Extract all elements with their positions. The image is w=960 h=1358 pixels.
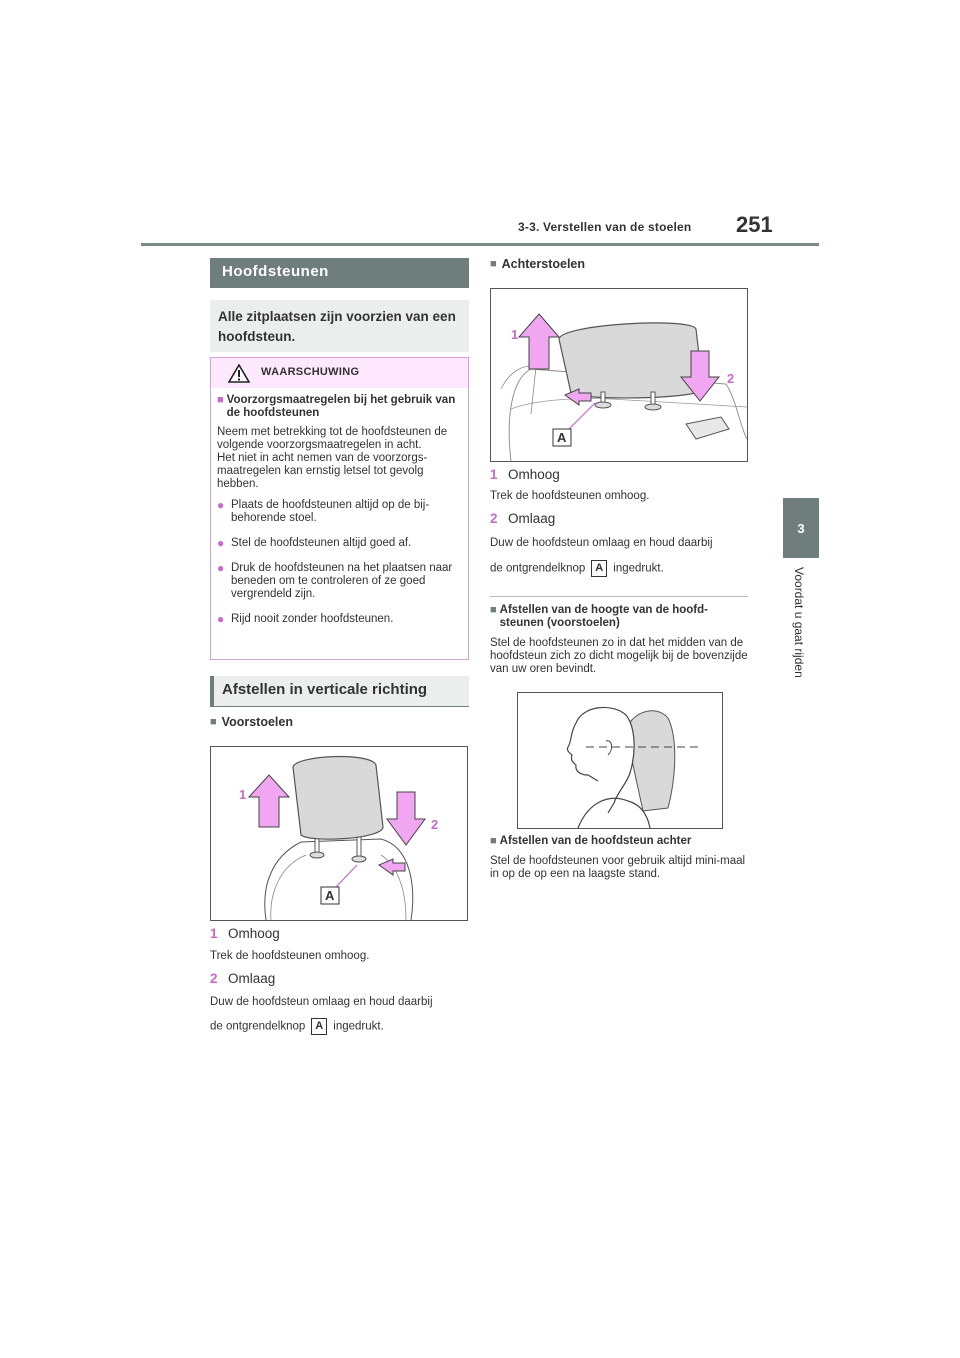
dot-bullet-icon: ● xyxy=(217,498,225,512)
head-position-figure xyxy=(517,692,723,829)
subheading-front xyxy=(210,715,293,729)
step-number: 2 xyxy=(490,511,498,526)
step-1 xyxy=(490,467,560,482)
chapter-title: Voordat u gaat rijden xyxy=(792,567,806,678)
step-2 xyxy=(210,971,275,986)
square-bullet-icon: ■ xyxy=(490,835,497,847)
step-1-desc: Trek de hoofdsteunen omhoog. xyxy=(490,490,650,502)
front-headrest-figure xyxy=(210,746,468,921)
warning-title: WAARSCHUWING xyxy=(261,366,360,378)
list-item: Druk de hoofdsteunen na het plaatsen naar beneden om te controleren of ze goed vergrendeld zijn. xyxy=(231,562,453,600)
step-2 xyxy=(490,511,555,526)
chapter-tab: 3 xyxy=(783,498,819,558)
dot-bullet-icon: ● xyxy=(217,561,225,575)
head-position-illustration xyxy=(518,693,722,828)
section-separator xyxy=(490,596,748,597)
square-bullet-icon: ■ xyxy=(217,394,224,406)
step-2-desc-line2 xyxy=(490,560,664,577)
desc-text: ingedrukt. xyxy=(613,562,664,575)
figure-label-a: A xyxy=(325,888,335,903)
step-number: 1 xyxy=(490,467,498,482)
release-button-marker: A xyxy=(311,1018,327,1035)
front-headrest-illustration xyxy=(211,747,467,920)
warning-subtitle: Voorzorgsmaatregelen bij het gebruik van de hoofdsteunen xyxy=(226,394,456,419)
subheading-text: Achterstoelen xyxy=(501,257,586,271)
dot-bullet-icon: ● xyxy=(217,536,225,550)
step-2-desc: Duw de hoofdsteun omlaag en houd daarbij xyxy=(210,996,433,1008)
list-item: Plaats de hoofdsteunen altijd op de bij-behorende stoel. xyxy=(231,499,430,524)
intro-box: Alle zitplaatsen zijn voorzien van een hoofdsteun. xyxy=(210,300,469,352)
subheading-rear-adjust xyxy=(490,835,748,848)
header-rule xyxy=(141,243,819,246)
subheading-text: Afstellen van de hoogte van de hoofd-steunen (voorstoelen) xyxy=(499,604,708,629)
square-bullet-icon: ■ xyxy=(490,604,497,616)
dot-bullet-icon: ● xyxy=(217,612,225,626)
warning-para-1: Neem met betrekking tot de hoofdsteunen de volgende voorzorgsmaatregelen in acht. xyxy=(217,426,448,451)
warning-body xyxy=(211,388,468,659)
square-bullet-icon: ■ xyxy=(210,716,217,728)
heading-hoofdsteunen: Hoofdsteunen xyxy=(210,258,469,288)
step-1-desc: Trek de hoofdsteunen omhoog. xyxy=(210,950,370,962)
list-item: Stel de hoofdsteunen altijd goed af. xyxy=(231,537,412,549)
warning-header xyxy=(211,358,468,386)
page-number: 251 xyxy=(736,212,773,237)
step-label: Omlaag xyxy=(508,511,556,526)
warning-para-2: Het niet in acht nemen van de voorzorgs-maatregelen kan ernstig letsel tot gevolg hebben. xyxy=(217,452,428,490)
step-label: Omhoog xyxy=(508,467,560,482)
rear-headrest-illustration xyxy=(491,289,747,461)
step-label: Omlaag xyxy=(228,971,276,986)
release-button-marker: A xyxy=(591,560,607,577)
section-title: 3-3. Verstellen van de stoelen xyxy=(518,220,692,234)
desc-text: de ontgrendelknop xyxy=(210,1020,306,1033)
warning-icon xyxy=(228,364,250,383)
figure-label-a: A xyxy=(557,430,567,445)
step-2-desc: Duw de hoofdsteun omlaag en houd daarbij xyxy=(490,537,713,549)
step-label: Omhoog xyxy=(228,926,280,941)
list-item: Rijd nooit zonder hoofdsteunen. xyxy=(231,613,394,625)
subheading-rear xyxy=(490,257,585,271)
desc-text: de ontgrendelknop xyxy=(490,562,586,575)
figure-label-2: 2 xyxy=(431,817,439,832)
warning-box xyxy=(210,357,469,660)
figure-label-1: 1 xyxy=(239,787,247,802)
heading-rule xyxy=(210,706,469,707)
step-number: 2 xyxy=(210,971,218,986)
rear-headrest-figure xyxy=(490,288,748,462)
subheading-height xyxy=(490,604,748,630)
step-2-desc-line2 xyxy=(210,1018,384,1035)
heading-vertical: Afstellen in verticale richting xyxy=(210,676,469,706)
step-number: 1 xyxy=(210,926,218,941)
figure-label-2: 2 xyxy=(727,371,735,386)
subheading-text: Afstellen van de hoofdsteun achter xyxy=(499,835,692,847)
desc-text: ingedrukt. xyxy=(333,1020,384,1033)
figure-label-1: 1 xyxy=(511,327,519,342)
step-1 xyxy=(210,926,280,941)
square-bullet-icon: ■ xyxy=(490,258,497,270)
subheading-text: Voorstoelen xyxy=(221,715,293,729)
height-paragraph: Stel de hoofdsteunen zo in dat het midden van de hoofdsteun zich zo dicht mogelijk bij de bovenzijde van uw oren bevindt. xyxy=(490,637,748,675)
rear-adjust-paragraph: Stel de hoofdsteunen voor gebruik altijd mini-maal in op de op een na laagste stand. xyxy=(490,855,746,880)
